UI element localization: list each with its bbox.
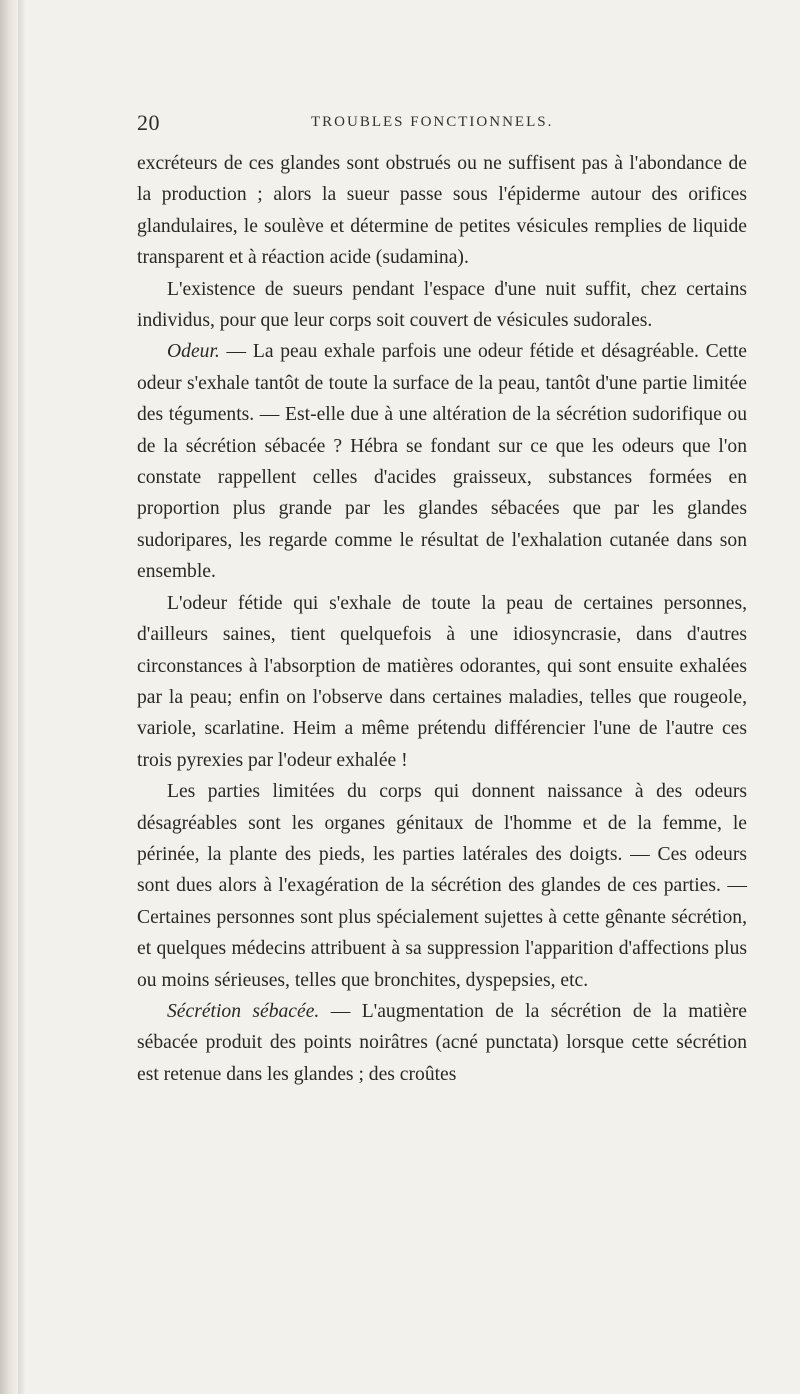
paragraph-odeur <box>137 336 747 587</box>
paragraph-text: — L'augmentation de la sécrétion de la matière sébacée produit des points noirâtres (acné punctata) lorsque cette sécrétion est retenue dans les glandes ; des croûtes <box>137 1000 747 1085</box>
running-title: TROUBLES FONCTIONNELS. <box>311 114 554 130</box>
body-text <box>137 148 747 1090</box>
paragraph-text: excréteurs de ces glandes sont obstrués ou ne suffisent pas à l'abondance de la production ; alors la sueur passe sous l'épiderme autour des orifices glandulaires, le soulève et détermine de petites vésicules remplies de liquide transparent et à réaction acide (sudamina). <box>137 153 747 269</box>
running-header <box>137 110 747 138</box>
paragraph-text: L'existence de sueurs pendant l'espace d'une nuit suffit, chez certains individus, pour que leur corps soit couvert de vésicules sudorales. <box>137 278 747 332</box>
page-binding-shadow <box>18 0 26 1394</box>
page-binding-edge <box>0 0 18 1394</box>
section-lead-term: Odeur. <box>167 341 220 363</box>
paragraph-text: L'odeur fétide qui s'exhale de toute la peau de certaines personnes, d'ailleurs saines, tient quelquefois à une idiosyncrasie, dans d'autres circonstances à l'absorption de matières odorantes, qui sont ensuite exhalées par la peau; enfin on l'observe dans certaines maladies, telles que rougeole, variole, scarlatine. Heim a même prétendu différencier l'une de l'autre ces trois pyrexies par l'odeur exhalée ! <box>137 592 747 771</box>
paragraph-sueurs-nocturnes <box>137 274 747 337</box>
paragraph-odeur-fetide <box>137 588 747 776</box>
paragraph-text: Les parties limitées du corps qui donnent naissance à des odeurs désagréables sont les organes génitaux de l'homme et de la femme, le périnée, la plante des pieds, les parties latérales des doigts. — Ces odeurs sont dues alors à l'exagération de la sécrétion des glandes de ces parties. — Certaines personnes sont plus spécialement sujettes à cette gênante sécrétion, et quelques médecins attribuent à sa suppression l'apparition d'affections plus ou moins sérieuses, telles que bronchites, dyspepsies, etc. <box>137 781 747 991</box>
paragraph-continuation <box>137 148 747 274</box>
page-number: 20 <box>137 110 160 135</box>
paragraph-text: — La peau exhale parfois une odeur fétide et désagréable. Cette odeur s'exhale tantôt de toute la surface de la peau, tantôt d'une partie limitée des téguments. — Est-elle due à une altération de la sécrétion sudorifique ou de la sécrétion sébacée ? Hébra se fondant sur ce que les odeurs que l'on constate rappellent celles d'acides graisseux, substances formées en proportion plus grande par les glandes sébacées que par les glandes sudoripares, les regarde comme le résultat de l'exhalation cutanée dans son ensemble. <box>137 341 747 583</box>
paragraph-parties-limitees <box>137 776 747 996</box>
paragraph-secretion-sebacee <box>137 996 747 1090</box>
section-lead-term: Sécrétion sébacée. <box>167 1000 320 1022</box>
